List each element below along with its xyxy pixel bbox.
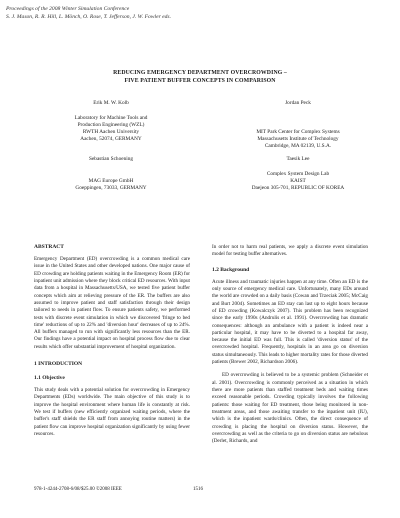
author-name: Taesik Lee [286,156,310,162]
affiliation-line: Cambridge, MA 02139, U.S.A. [264,142,332,149]
proceedings-title: Proceedings of the 2008 Winter Simulation Conference [6,6,130,12]
introduction-continued-text: In order not to harm real patients, we apply a discrete event simulation model for testing buffer alternatives. [212,244,368,258]
abstract-text: Emergency Department (ED) overcrowding is a common medical care issue in the United States and other developed nations. One major cause of ED crowding are holding patients waiting in the Emergency Room (ER) for inpatient unit admission where they block critical ED resources. With input data from a hospital in Massachusetts/USA, we tested five patient buffer concepts which aim at relieving pressure of the ER. The buffers are also assumed to improve patient and staff satisfaction through their design tailored to needs in patient flow. To ensure patients safety, we performed tests with discrete event simulation in which we discovered 'fringe to bed time' reductions of up to 22% and 'diversion hour' decreases of up to 24%. All buffers managed to run with significantly less resources than the ER. Our findings have a potential impact on hospital process flow due to clear results which offer substantial improvement of hospital organization. [34,256,190,350]
affiliation-line: KAIST [290,177,306,184]
author-name: Jordan Peck [285,100,311,106]
affiliation-line: MAG Europe GmbH [88,177,134,184]
affiliation-line: MIT Park Center for Complex Systems [256,128,340,135]
background-paragraph-2: ED overcrowding is believed to be a systemic problem (Schneider et al. 2001). Overcrowding is commonly perceived as a situation in which there are more patients than staffed treatment beds and waiting times exceed reasonable periods. Crowding typically involves the following patients: those waiting for ED treatment, those being monitored in non-treatment areas, and those awaiting transfer to the inpatient unit (IU), which is the inpatient wards/clinics. Often, the direct consequence of crowding is placing the hospital on diversion status. However, the overcrowding as well as the criteria to go on diversion status are nebulous (Derlet, Richards, and [212,372,368,445]
affiliation-line: Massachusetts Institute of Technology [257,135,339,142]
affiliation-line: Laboratory for Machine Tools and [74,114,148,121]
right-column [212,244,368,452]
author-block [213,156,383,192]
abstract-heading: ABSTRACT [34,244,64,250]
title-line-2: FIVE PATIENT BUFFER CONCEPTS IN COMPARISON [124,77,276,84]
title-line-1: REDUCING EMERGENCY DEPARTMENT OVERCROWDING – [113,70,287,76]
author-block [36,156,186,192]
author-name: Sebastian Schoening [89,156,133,162]
page-number: 1516 [193,487,203,492]
proceedings-header [6,6,386,21]
paper-title [0,70,400,86]
editors-line: S. J. Mason, R. R. Hill, L. Mönch, O. Rose, T. Jefferson, J. W. Fowler eds. [6,13,171,20]
affiliation-line: Production Engineering (WZL) [77,121,145,128]
affiliation-line: Complex System Design Lab [266,170,330,177]
objective-text: This study deals with a potential solution for overcrowding in Emergency Departments (EDs) worldwide. The main objective of this study is to improve the hospital environment where human life is constantly at risk. We test if buffers (new efficiently organized waiting periods, where the buffer's staff shields the ER staff from annoying routine matters) in the patient flow can improve hospital organization significantly by using fewer resources. [34,387,190,437]
left-column [34,244,190,444]
affiliation-line: Daejeon 305-701, REPUBLIC OF KOREA [251,184,345,191]
affiliation-line: Goeppingen, 73033, GERMANY [75,184,147,191]
background-paragraph-1: Acute illness and traumatic injuries happen at any time. Often an ED is the only source of emergency medical care. Unfortunately, many EDs around the world are crowded on a daily basis (Cowan and Trzeciak 2005; McCaig and Burt 2004). Sometimes an ED stay can last up to eight hours because of ED crowding (Kowalczyk 2007). This problem has been recognized since the early 1990s (Andrulis et al. 1991). Overcrowding has dramatic consequences: although an ambulance with a patient is indeed near a particular hospital, it may have to be diverted to a hospital far away, because the initial ED was full. This is called 'diversion status' of the overcrowded hospital. Frequently, hospitals in an area go on diversion status simultaneously. This leads to higher mortality rates for those diverted patients (Brewer 2002, Richardson 2006). [212,278,368,366]
author-block [213,100,383,150]
affiliation-line: Aachen, 52074, GERMANY [80,135,142,142]
affiliation-line: RWTH Aachen University [82,128,140,135]
author-name: Erik M. W. Kolb [93,100,129,106]
objective-heading: 1.1 Objective [34,375,65,382]
background-heading: 1.2 Background [212,266,250,273]
authors-section [0,100,400,250]
author-block [36,100,186,142]
copyright-footer: 978-1-4244-2708-6/08/$25.00 ©2008 IEEE [34,487,122,492]
introduction-heading: 1 INTRODUCTION [34,361,83,368]
